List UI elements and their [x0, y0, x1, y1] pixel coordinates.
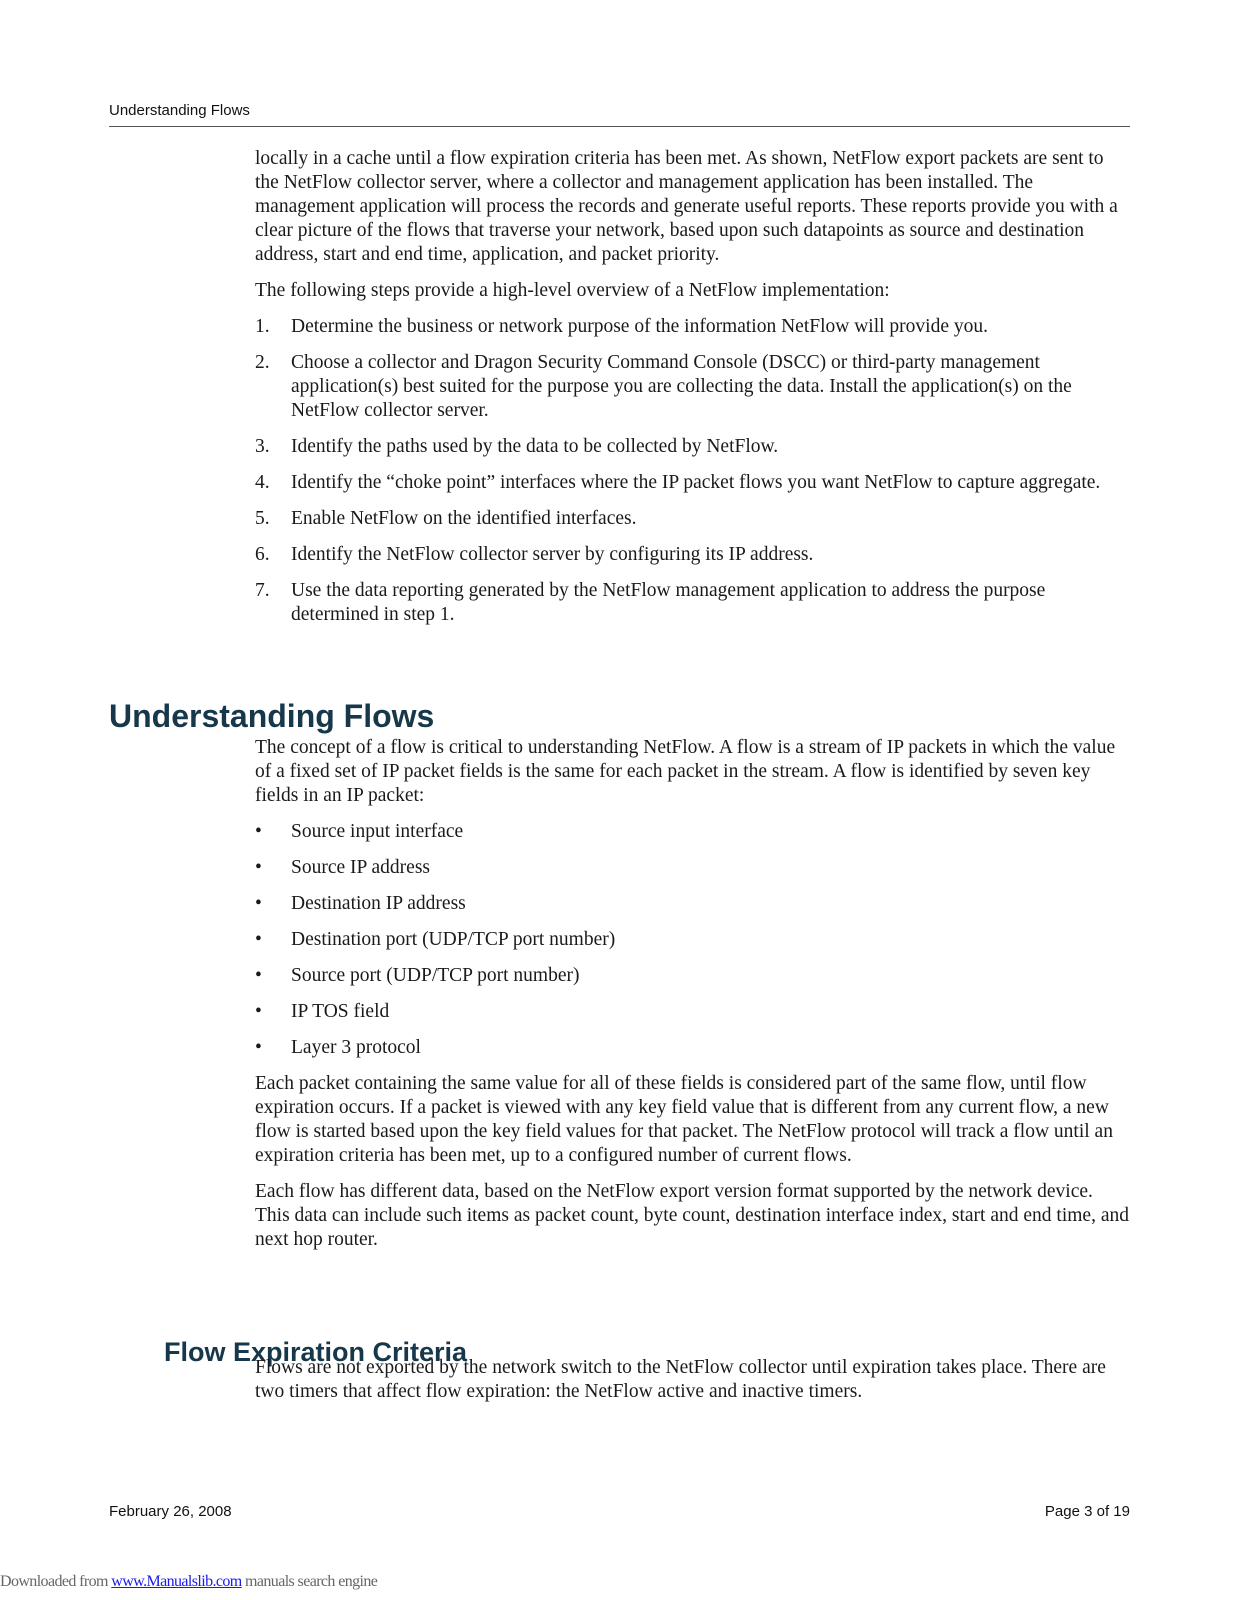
list-item	[255, 1036, 1130, 1060]
key-field-text: Destination IP address	[291, 893, 466, 914]
section-heading-flow-expiration: Flow Expiration Criteria	[164, 1337, 468, 1367]
download-banner	[0, 1573, 377, 1591]
step-number: 1.	[255, 316, 270, 337]
intro-paragraph: locally in a cache until a flow expiration criteria has been met. As shown, NetFlow export packets are sent to the NetFlow collector server, where a collector and management application has been installed. The management application will process the records and generate useful reports. These reports provide you with a clear picture of the flows that traverse your network, based upon such datapoints as source and destination address, start and end time, application, and packet priority.	[255, 148, 1118, 265]
list-item	[255, 315, 1130, 339]
bullet: •	[255, 857, 262, 878]
download-prefix: Downloaded from	[0, 1573, 112, 1590]
list-item	[255, 435, 1130, 459]
expiration-paragraph: Flows are not exported by the network switch to the NetFlow collector until expiration takes place. There are two timers that affect flow expiration: the NetFlow active and inactive timers.	[255, 1357, 1106, 1402]
step-number: 3.	[255, 436, 270, 457]
list-item	[255, 1000, 1130, 1024]
expiration-block	[255, 1356, 1130, 1416]
key-field-text: Source port (UDP/TCP port number)	[291, 965, 580, 986]
list-item	[255, 856, 1130, 880]
list-item	[255, 928, 1130, 952]
implementation-steps-list	[255, 315, 1130, 627]
key-field-text: Source IP address	[291, 857, 430, 878]
footer-page-number: Page 3 of 19	[1044, 1503, 1130, 1520]
bullet: •	[255, 1001, 262, 1022]
bullet: •	[255, 893, 262, 914]
list-item	[255, 543, 1130, 567]
flow-tracking-paragraph: Each packet containing the same value for all of these fields is considered part of the same flow, until flow expiration occurs. If a packet is viewed with any key field value that is different from any current flow, a new flow is started based upon the key field values for that packet. The NetFlow protocol will track a flow until an expiration criteria has been met, up to a configured number of current flows.	[255, 1073, 1113, 1166]
bullet: •	[255, 965, 262, 986]
bullet: •	[255, 821, 262, 842]
step-text: Choose a collector and Dragon Security Command Console (DSCC) or third-party management application(s) best suited for the purpose you are collecting the data. Install the application(s) on the NetFlow collector server.	[291, 352, 1072, 421]
section-heading-understanding-flows: Understanding Flows	[109, 698, 435, 734]
running-header-title: Understanding Flows	[109, 102, 250, 119]
list-item	[255, 471, 1130, 495]
flows-intro-paragraph: The concept of a flow is critical to understanding NetFlow. A flow is a stream of IP packets in which the value of a fixed set of IP packet fields is the same for each packet in the stream. A flow is identified by seven key fields in an IP packet:	[255, 737, 1116, 806]
key-field-text: Source input interface	[291, 821, 464, 842]
key-field-text: Destination port (UDP/TCP port number)	[291, 929, 616, 950]
key-field-text: Layer 3 protocol	[291, 1037, 421, 1058]
key-field-text: IP TOS field	[291, 1001, 390, 1022]
step-number: 6.	[255, 544, 270, 565]
step-text: Determine the business or network purpose of the information NetFlow will provide you.	[291, 316, 988, 337]
step-text: Identify the NetFlow collector server by configuring its IP address.	[291, 544, 814, 565]
list-item	[255, 964, 1130, 988]
bullet: •	[255, 929, 262, 950]
key-fields-list	[255, 820, 1130, 1060]
step-number: 4.	[255, 472, 270, 493]
footer-date: February 26, 2008	[109, 1503, 232, 1520]
list-item	[255, 351, 1130, 423]
step-number: 2.	[255, 352, 270, 373]
list-item	[255, 507, 1130, 531]
manualslib-link[interactable]: www.Manualslib.com	[111, 1573, 242, 1590]
header-divider	[109, 126, 1130, 127]
step-number: 5.	[255, 508, 270, 529]
flows-block	[255, 736, 1130, 1264]
list-item	[255, 820, 1130, 844]
download-suffix: manuals search engine	[241, 1573, 378, 1590]
step-text: Use the data reporting generated by the NetFlow management application to address the purpose determined in step 1.	[291, 580, 1046, 625]
step-text: Enable NetFlow on the identified interfaces.	[291, 508, 637, 529]
step-number: 7.	[255, 580, 270, 601]
list-item	[255, 579, 1130, 627]
flow-data-paragraph: Each flow has different data, based on the NetFlow export version format supported by the network device. This data can include such items as packet count, byte count, destination interface index, start and end time, and next hop router.	[255, 1181, 1129, 1250]
bullet: •	[255, 1037, 262, 1058]
step-text: Identify the paths used by the data to be collected by NetFlow.	[291, 436, 779, 457]
step-text: Identify the “choke point” interfaces where the IP packet flows you want NetFlow to capture aggregate.	[291, 472, 1101, 493]
list-item	[255, 892, 1130, 916]
steps-lead-paragraph: The following steps provide a high-level overview of a NetFlow implementation:	[255, 280, 890, 301]
intro-block	[255, 147, 1130, 639]
